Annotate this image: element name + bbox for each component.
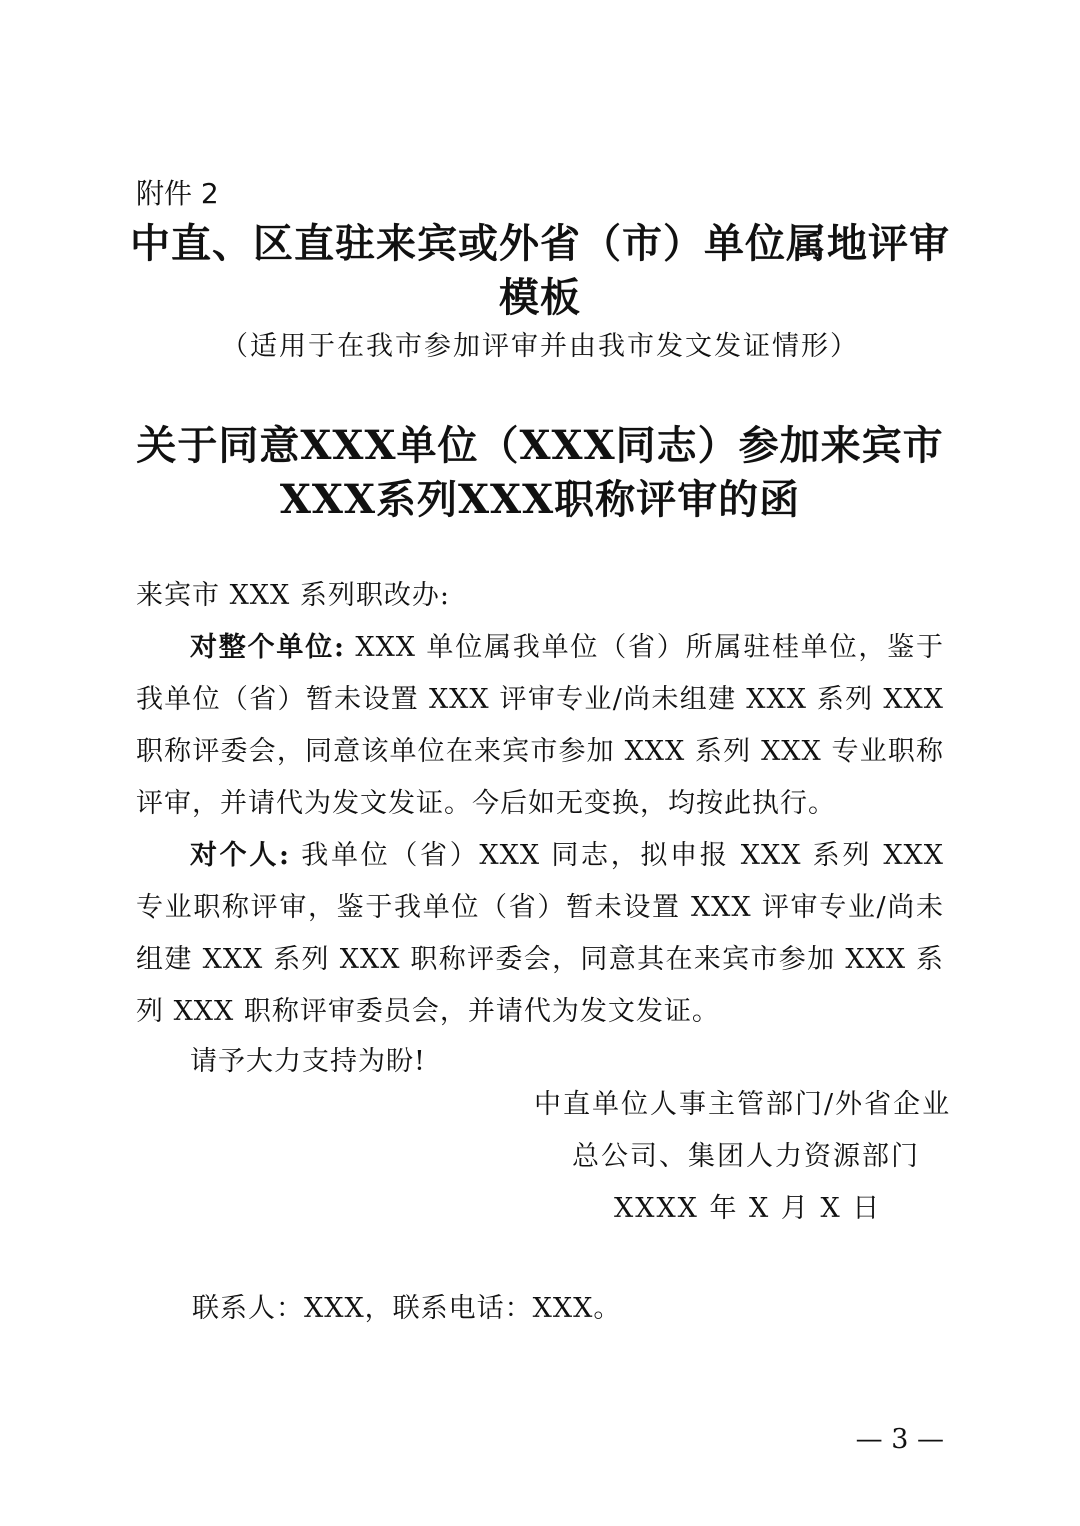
paragraph-individual xyxy=(136,830,944,1038)
page-number: — 3 — xyxy=(855,1424,944,1455)
salutation: 来宾市 XXX 系列职改办: xyxy=(136,580,450,611)
attachment-label: 附件 2 xyxy=(136,177,219,210)
letter-title-line2: XXX系列XXX职称评审的函 xyxy=(279,476,801,523)
template-title-line2: 模板 xyxy=(499,275,581,321)
letter-title-line1: 关于同意XXX单位（XXX同志）参加来宾市 xyxy=(136,422,944,469)
contact-info: 联系人：XXX，联系电话：XXX。 xyxy=(192,1293,622,1324)
template-subtitle: （适用于在我市参加评审并由我市发文发证情形） xyxy=(221,331,859,362)
paragraph-whole-unit-text: XXX 单位属我单位（省）所属驻桂单位，鉴于我单位（省）暂未设置 XXX 评审专业/尚未组建 XXX 系列 XXX 职称评委会，同意该单位在来宾市参加 XXX 系列 XXX 专业职称评审，并请代为发文发证。今后如无变换，均按此执行。 xyxy=(136,632,944,819)
closing-request xyxy=(136,1036,944,1088)
signature-line2: 总公司、集团人力资源部门 xyxy=(572,1141,920,1172)
paragraph-individual-label: 对个人: xyxy=(190,840,291,871)
paragraph-whole-unit xyxy=(136,622,944,830)
paragraph-individual-text: 我单位（省）XXX 同志，拟申报 XXX 系列 XXX 专业职称评审，鉴于我单位（省）暂未设置 XXX 评审专业/尚未组建 XXX 系列 XXX 职称评委会，同意其在来宾市参加 XXX 系列 XXX 职称评审委员会，并请代为发文发证。 xyxy=(136,840,944,1027)
signature-line1: 中直单位人事主管部门/外省企业 xyxy=(534,1089,952,1120)
signature-date: XXXX 年 X 月 X 日 xyxy=(614,1193,882,1224)
template-title-line1: 中直、区直驻来宾或外省（市）单位属地评审 xyxy=(130,221,950,267)
paragraph-whole-unit-label: 对整个单位: xyxy=(190,632,345,663)
closing-request-text: 请予大力支持为盼! xyxy=(190,1046,426,1077)
